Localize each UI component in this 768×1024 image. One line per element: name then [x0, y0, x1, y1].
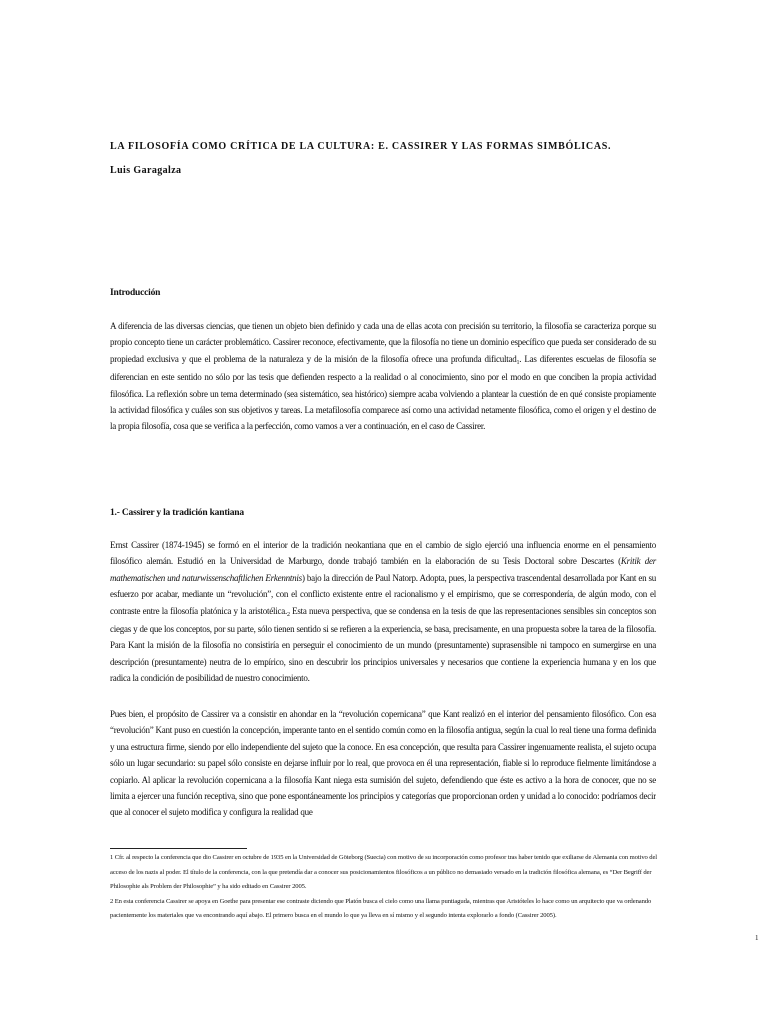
book-title-italic: Kritik der mathematischen und naturwissenschaftlichen Erkenntnis: [110, 556, 656, 583]
body-paragraph-2: Pues bien, el propósito de Cassirer va a consistir en ahondar en la “revolución copernicana” que Kant realizó en el interior del pensamiento filosófico. Con esa “revolución” Kant puso en cuestión la concepción, imperante tanto en el sentido común como en la filosofía antigua, según la cual lo real tiene una forma definida y una estructura firme, siendo por ello independiente del sujeto que la conoce. En esa concepción, que resulta para Cassirer ingenuamente realista, el sujeto ocupa sólo un lugar secundario: su papel sólo consiste en dejarse influir por lo real, que provoca en él una representación, fiable si lo reproduce fielmente limitándose a copiarlo. Al aplicar la revolución copernicana a la filosofía Kant niega esta sumisión del sujeto, defendiendo que éste es activo a la hora de conocer, que no se limita a ejercer una función receptiva, sino que pone espontáneamente los principios y categorías que proporcionan orden y unidad a lo conocido: podríamos decir que al conocer el sujeto modifica y configura la realidad que: [110, 709, 656, 818]
author-name: Luis Garagalza: [110, 165, 182, 176]
document-title: LA FILOSOFÍA COMO CRÍTICA DE LA CULTURA: E. CASSIRER Y LAS FORMAS SIMBÓLICAS.: [110, 141, 612, 152]
intro-text-2: . Las diferentes escuelas de filosofía se diferencian en este sentido no sólo por las tesis que defienden respecto a la realidad o al conocimiento, sino por el modo en que conciben la propia actividad filosófica. La reflexión sobre un tema determinado (sea sistemático, sea histórico) siempre acaba volviendo a plantear la cuestión de en qué consiste propiamente la actividad filosófica y cuáles son sus objetivos y tareas. La metafilosofía comparece así como una actividad netamente filosófica, como el origen y el destino de la propia filosofía, cosa que se verifica a la perfección, como vamos a ver a continuación, en el caso de Cassirer.: [110, 353, 656, 432]
page-number: 1: [755, 934, 759, 942]
intro-paragraph: [110, 318, 656, 435]
intro-heading: Introducción: [110, 288, 161, 298]
footnote-ref-1: 1: [516, 359, 520, 366]
section-heading: 1.- Cassirer y la tradición kantiana: [110, 508, 244, 518]
footnote-divider: [110, 848, 247, 849]
paragraph-text-c: Esta nueva perspectiva, que se condensa en la tesis de que las representaciones sensibles sin conceptos son ciegas y de que los conceptos, por su parte, sólo tienen sentido si se refieren a la experiencia, se basa, precisamente, en una propuesta sobre la tarea de la filosofía. Para Kant la misión de la filosofía no consistiría en perseguir el conocimiento de un mundo (presuntamente) suprasensible ni tampoco en sumergirse en una descripción (presuntamente) neutra de lo empírico, sino en descubrir los principios universales y necesarios que contiene la experiencia humana y en los que radica la condición de posibilidad de nuestro conocimiento.: [110, 605, 656, 684]
intro-text-1: A diferencia de las diversas ciencias, que tienen un objeto bien definido y cada una de ellas acota con precisión su territorio, la filosofía se caracteriza porque su propio concepto tiene un carácter problemático. Cassirer reconoce, efectivamente, que la filosofía no tiene un dominio específico que pueda ser considerado de su propiedad exclusiva y que el problema de la naturaleza y de la misión de la filosofía ofrece una profunda dificultad: [110, 321, 656, 364]
paragraph-text-b: ) bajo la dirección de Paul Natorp. Adopta, pues, la perspectiva trascendental desarrollada por Kant en su esfuerzo por acabar, mediante un “revolución”, con el conflicto existente entre el racionalismo y el empirismo, que se correspondería, de algún modo, con el contraste entre la filosofía platónica y la aristotélica.: [110, 572, 656, 616]
footnote-1: 1 Cfr. al respecto la conferencia que dio Cassirer en octubre de 1935 en la Universidad de Göteborg (Suecia) con motivo de su incorporación como profesor tras haber tenido que exiliarse de Alemania con motivo del acceso de los nazis al poder. El título de la conferencia, con la que pretendía dar a conocer sus posicionamientos filosóficos a un público no demasiado versado en la tradición filosófica alemana, es “Der Begriff der Philosophie als Problem der Philosophie” y ha sido editado en Cassirer 2005.: [110, 854, 658, 891]
footnote-ref-2: 2: [287, 611, 290, 618]
paragraph-text-a: Ernst Cassirer (1874-1945) se formó en el interior de la tradición neokantiana que en el cambio de siglo ejerció una influencia enorme en el pensamiento filosófico alemán. Estudió en la Universidad de Marburgo, donde trabajó también en la elaboración de su Tesis Doctoral sobre Descartes (: [110, 540, 656, 567]
footnotes: [110, 851, 658, 924]
body-paragraph-1: [110, 537, 656, 687]
footnote-2: 2 En esta conferencia Cassirer se apoya en Goethe para presentar ese contraste diciendo que Platón busca el cielo como una llama puntiaguda, mientras que Aristóteles lo hace como un arquitecto que va ordenando pacientemente los materiales que va encontrando aquí abajo. El primero busca en el mundo lo que ya lleva en sí mismo y el segundo intenta explorarlo a fondo (Cassirer 2005).: [110, 897, 652, 920]
